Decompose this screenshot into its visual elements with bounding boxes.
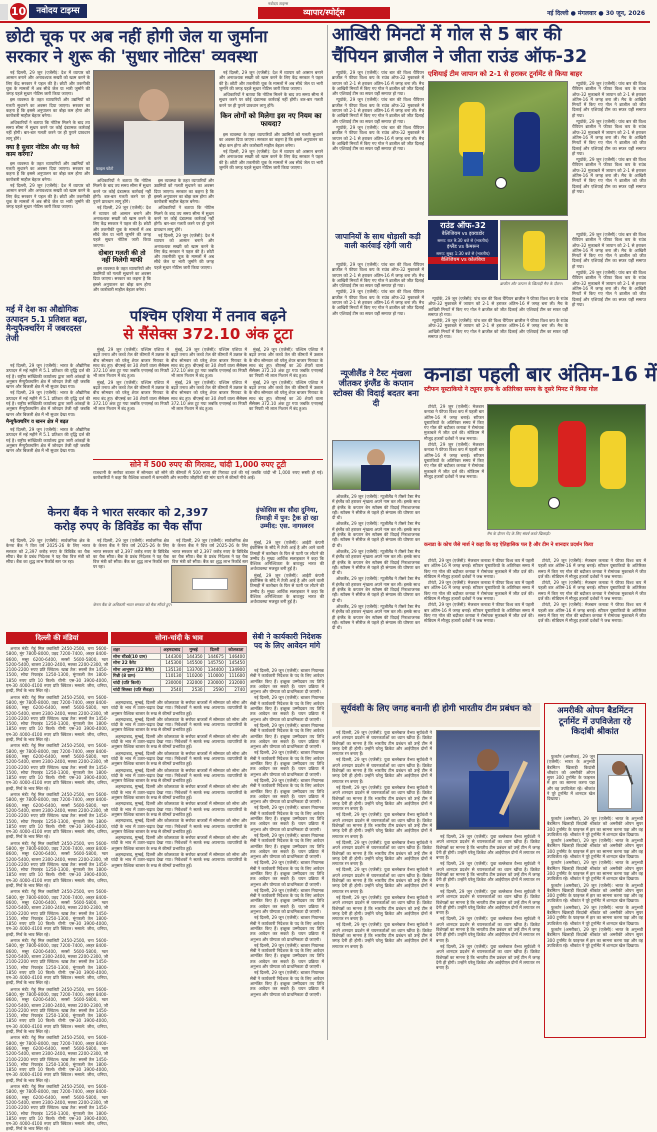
article-body (572, 232, 646, 358)
table-cell: 145750 (204, 660, 225, 667)
fixture-box (428, 220, 568, 358)
paragraph: नई दिल्ली, 29 जून (एजेंसी): सार्वजनिक क्षेत्र के केनरा बैंक ने वित्त वर्ष 2025-26 के लिए भारत सरकार को 2,397 करोड़ रुपए के डिविडेंड का चैक सौंपा। बैंक के प्रबंध निदेशक ने यह चैक वित्त मंत्री को सौंपा। बैंक का शुद्ध लाभ रिकॉर्ड स्तर पर रहा। (6, 538, 90, 565)
paragraph: नई दिल्ली, 29 जून (एजेंसी): सार्वजनिक क्षेत्र के केनरा बैंक ने वित्त वर्ष 2025-26 के लिए भारत सरकार को 2,397 करोड़ रुपए के डिविडेंड का चैक सौंपा। बैंक के प्रबंध निदेशक ने यह चैक वित्त मंत्री को सौंपा। बैंक का शुद्ध लाभ रिकॉर्ड स्तर (172, 538, 248, 565)
paragraph: नई दिल्ली, 29 जून (एजेंसी): देश में व्यापार को आसान बनाने और अनावश्यक सख्ती को खत्म करने के लिए केंद्र सरकार ने पहल की है। छोटी और तकनीकी चूक के मामलों में अब सीधे जेल या भारी जुर्माने की जगह पहले सुधार नोटिस जारी किया जाएगा। (219, 148, 323, 170)
table-cell: 230000 (204, 679, 225, 686)
table-row (112, 660, 247, 667)
table-cell: गिन्नी (8 ग्राम) (112, 673, 161, 680)
table-header-row (112, 647, 247, 654)
player-yellow-icon (523, 231, 545, 271)
paragraph: नई दिल्ली, 29 जून (एजेंसी): देश में व्यापार को आसान बनाने और अनावश्यक सख्ती को खत्म करने के लिए केंद्र सरकार ने पहल की है। छोटी और तकनीकी चूक के मामलों में अब सीधे जेल या भारी जुर्माने की जगह पहले सुधार नोटिस जारी किया जाएगा। (93, 205, 151, 248)
table-cell: 144300 (161, 653, 183, 660)
paragraph: नई दिल्ली, 29 जून (एजेंसी): युवा बल्लेबाज वैभव सूर्यवंशी ने अपने शानदार प्रदर्शन से चयनकर्ताओं का ध्यान खींचा है। क्रिकेट विशेषज्ञों का मानना है कि भारतीय टीम प्रबंधन को उन्हें टीम में जगह देनी ही होगी। उन्होंने घरेलू क्रिकेट और आईपीएल दोनों में लगातार रन बनाए हैं। (332, 894, 432, 922)
section-label: व्यापार/स्पोर्ट्स (258, 7, 390, 19)
paragraph: नई दिल्ली, 29 जून (एजेंसी): बाजार नियामक सेबी ने कार्यकारी निदेशक के पद के लिए आवेदन आमंत्रित किए हैं। इच्छुक उम्मीदवार तय तिथि तक आवेदन कर सकते हैं। चयन प्रक्रिया में अनुभव और योग्यता को प्राथमिकता दी जाएगी। (250, 915, 324, 942)
headline: छोटी चूक पर अब नहीं होगी जेल या जुर्माना (6, 27, 268, 46)
table-cell: 110200 (183, 673, 204, 680)
canada-match-photo (487, 404, 646, 530)
table-header-cell: मुम्बई (183, 647, 204, 654)
table-header-cell: अहमदाबाद (161, 647, 183, 654)
table-row (112, 673, 247, 680)
paragraph: नई दिल्ली, 29 जून (एजेंसी): युवा बल्लेबाज वैभव सूर्यवंशी ने अपने शानदार प्रदर्शन से चयनकर्ताओं का ध्यान खींचा है। क्रिकेट विशेषज्ञों का मानना है कि भारतीय टीम प्रबंधन को उन्हें टीम में जगह देनी ही होगी। उन्होंने घरेलू क्रिकेट और आईपीएल दोनों में लगातार रन बनाए हैं। (436, 888, 540, 916)
article-body (6, 538, 90, 598)
paragraph: नई दिल्ली, 29 जून (एजेंसी): युवा बल्लेबाज वैभव सूर्यवंशी ने अपने शानदार प्रदर्शन से चयनकर्ताओं का ध्यान खींचा है। क्रिकेट विशेषज्ञों का मानना है कि भारतीय टीम प्रबंधन को उन्हें टीम में जगह देनी ही होगी। उन्होंने घरेलू क्रिकेट और आईपीएल दोनों में लगातार रन बनाए हैं। (332, 784, 432, 812)
srikanth-photo (597, 754, 643, 812)
article-body (436, 834, 540, 1038)
headline: सूर्यवंशी के लिए जगह बनानी ही होगी भारतीय टीम प्रबंधन को (340, 704, 532, 714)
article-infosys (250, 506, 324, 530)
paragraph: न्यूयॉर्क, 29 जून (एजेंसी): पांच बार की विश्व चैंपियन ब्राजील ने फीफा विश्व कप के राउंड ऑफ-32 मुकाबले में जापान को 2-1 से हराकर अंतिम-16 में जगह बना ली। मैच के आखिरी मिनटों में किए गए गोल ने ब्राजील को जीत दिलाई और एशियाई टीम का सफर यहीं समाप्त हो गया। (332, 289, 424, 316)
paragraph: अहमदाबाद, मुम्बई, दिल्ली और कोलकाता के सर्राफा बाजारों में सोमवार को सोना और चांदी के भाव में उतार-चढ़ाव देखा गया। निवेशकों ने सतर्क रुख अपनाया। व्यापारियों के अनुसार वैश्विक बाजार के रुख से कीमतें प्रभावित हुईं। (111, 700, 247, 716)
article-body (332, 730, 432, 1038)
paragraph: न्यूयॉर्क, 29 जून (एजेंसी): पांच बार की विश्व चैंपियन ब्राजील ने फीफा विश्व कप के राउंड ऑफ-32 मुकाबले में जापान को 2-1 से हराकर अंतिम-16 में जगह बना ली। मैच के आखिरी मिनटों में किए गए गोल ने ब्राजील को जीत दिलाई और एशियाई टीम का सफर यहीं समाप्त हो गया। (332, 97, 424, 124)
small-logo: नवोदय टाइम्स (268, 1, 289, 6)
paragraph: इस व्यवस्था के तहत व्यापारियों और उद्यमियों को गलती सुधारने का अवसर दिया जाएगा। सरकार का कहना है कि इससे अनुपालन का बोझ कम होगा और कारोबारी माहौल बेहतर बनेगा। (154, 178, 214, 205)
paragraph: मुंबई, 29 जून (एजेंसी): पश्चिम एशिया में बढ़ते तनाव और कच्चे तेल की कीमतों में उछाल के बीच सोमवार को घरेलू शेयर बाजार गिरावट के साथ बंद हुए। बीएसई का 30 शेयरों वाला सैंसेक्स 372.10 अंक टूट गया जबकि एनएसई का निफ्टी भी लाल निशान में बंद हुआ। (249, 347, 323, 379)
player-yellow-icon (459, 102, 485, 158)
paragraph: ऑकलैंड, 29 जून (एजेंसी): न्यूजीलैंड ने तीसरे टैस्ट मैच में इंग्लैंड को हराकर शृंखला अपने नाम कर ली। इसके साथ ही इंग्लैंड के कप्तान बेन स्टोक्स की विदाई निराशाजनक रही। स्टोक्स ने सीरीज से पहले ही संन्यास की घोषणा कर दी थी। (332, 576, 420, 603)
paragraph: नई दिल्ली, 29 जून (एजेंसी): देश में व्यापार को आसान बनाने और अनावश्यक सख्ती को खत्म करने के लिए केंद्र सरकार ने पहल की है। छोटी और तकनीकी चूक के मामलों में अब सीधे जेल या भारी जुर्माने की जगह पहले सुधार नोटिस जारी किया जाएगा। (154, 232, 214, 270)
headline-line2: चैंपियन ब्राजील ने जीता राउंड ऑफ-32 (332, 47, 588, 67)
article-body (424, 404, 484, 534)
paragraph: मुंबई, 29 जून (एजेंसी): पश्चिम एशिया में बढ़ते तनाव और कच्चे तेल की कीमतों में उछाल के बीच सोमवार को घरेलू शेयर बाजार गिरावट के साथ बंद हुए। बीएसई का 30 शेयरों वाला सैंसेक्स 372.10 अंक टूट गया जबकि एनएसई का निफ्टी भी लाल निशान में बंद हुआ। (93, 347, 169, 379)
article-body (250, 540, 324, 630)
table-cell: सोना 22 कैरेट (112, 660, 161, 667)
paragraph: नई दिल्ली, 29 जून (एजेंसी): देश में व्यापार को आसान बनाने और अनावश्यक सख्ती को खत्म करने के लिए केंद्र सरकार ने पहल की है। छोटी और तकनीकी चूक के मामलों में अब सीधे जेल या भारी जुर्माने की जगह पहले सुधार नोटिस जारी किया जाएगा। (219, 70, 323, 91)
paragraph: न्यूयॉर्क, 29 जून (एजेंसी): पांच बार की विश्व चैंपियन ब्राजील ने फीफा विश्व कप के राउंड ऑफ-32 मुकाबले में जापान को 2-1 से हराकर अंतिम-16 में जगह बना ली। मैच के आखिरी मिनटों में किए गए गोल ने ब्राजील को जीत दिलाई और एशियाई टीम का सफर यहीं समाप्त हो गया। (332, 262, 424, 289)
paragraph: अनाज मंडी: गेहूं मिल क्वालिटी 2450-2500, चना 5600-5800, मूंग 7800-8000, उड़द 7200-7400, अरहर 8400-8600, मसूर 6200-6400, सरसों 5600-5800, ग्वार 5200-5400, बाजरा 2300-2400, मक्का 2200-2300, जौ 2100-2200 रुपए प्रति क्विंटल। खाद्य तेल: सरसों तेल 1450-1500, सोया रिफाइंड 1250-1300, मूंगफली तेल 1800-1850 रुपए प्रति 10 किलो। चीनी: एस-30 3900-4000, एम-30 4000-4100 रुपए प्रति क्विंटल। मसाले: जीरा, धनिया, हल्दी, मिर्च के भाव स्थिर रहे। (6, 840, 108, 889)
paragraph: नई दिल्ली, 29 जून (एजेंसी): बाजार नियामक सेबी ने कार्यकारी निदेशक के पद के लिए आवेदन आमंत्रित किए हैं। इच्छुक उम्मीदवार तय तिथि तक आवेदन कर सकते हैं। चयन प्रक्रिया में अनुभव और योग्यता को प्राथमिकता दी जाएगी। (250, 777, 324, 805)
article-body-col1 (6, 70, 90, 302)
player-blue-icon (514, 112, 540, 172)
article-body (250, 668, 324, 1038)
paragraph: नई दिल्ली, 29 जून (एजेंसी): युवा बल्लेबाज वैभव सूर्यवंशी ने अपने शानदार प्रदर्शन से चयनकर्ताओं का ध्यान खींचा है। क्रिकेट विशेषज्ञों का मानना है कि भारतीय टीम प्रबंधन को उन्हें टीम में जगह देनी ही होगी। उन्होंने घरेलू क्रिकेट और आईपीएल दोनों में लगातार रन बनाए हैं। (332, 730, 432, 757)
paragraph: मुंबई, 29 जून (एजेंसी): पश्चिम एशिया में बढ़ते तनाव और कच्चे तेल की कीमतों में उछाल के बीच सोमवार को घरेलू शेयर बाजार गिरावट के साथ बंद हुए। बीएसई का 30 शेयरों वाला सैंसेक्स 372.10 अंक टूट गया जबकि एनएसई का निफ्टी भी लाल निशान में बंद हुआ। (249, 379, 323, 412)
paragraph: फुलर्टन (अमरीका), 29 जून (एजेंसी): भारत के अनुभवी बैडमिंटन खिलाड़ी किदांबी श्रीकांत को अमरीकी ओपन सुपर 300 टूर्नामेंट के फाइनल में हार का सामना करना पड़ा और वह उपविजेता रहे। श्रीकांत ने पूरे टूर्नामेंट में शानदार खेल दिखाया। (547, 926, 643, 948)
paragraph: नई दिल्ली, 29 जून (एजेंसी): युवा बल्लेबाज वैभव सूर्यवंशी ने अपने शानदार प्रदर्शन से चयनकर्ताओं का ध्यान खींचा है। क्रिकेट विशेषज्ञों का मानना है कि भारतीय टीम प्रबंधन को उन्हें टीम में जगह देनी ही होगी। उन्होंने घरेलू क्रिकेट और आईपीएल दोनों में लगातार रन बनाए हैं। (436, 834, 540, 861)
paragraph: फुलर्टन (अमरीका), 29 जून (एजेंसी): भारत के अनुभवी बैडमिंटन खिलाड़ी किदांबी श्रीकांत को अमरीकी ओपन सुपर 300 टूर्नामेंट के फाइनल में हार का सामना करना पड़ा और वह उपविजेता रहे। श्रीकांत ने पूरे टूर्नामेंट में शानदार खेल दिखाया। (547, 882, 643, 904)
article-body (428, 296, 568, 358)
celebration-photo (500, 220, 568, 280)
cheque-handover-photo (171, 565, 247, 603)
paragraph: राजधानी के सर्राफा बाजार में सोमवार को सोने की कीमतों में 500 रुपए की गिरावट दर्ज की गई जबकि चांदी भी 1,000 रुपए सस्ती हो गई। कारोबारियों ने कहा कि वैश्विक बाजारों में कमजोरी और स्थानीय जौहरियों की मांग घटने से कीमतें नीचे आईं। (93, 470, 323, 481)
gold-title: सोना-चांदी के भाव (111, 632, 247, 644)
headline: न्यूजीलैंड ने टैस्ट शृंखला जीतकर इंग्लैंड के कप्तान स्टोक्स की विदाई बदतर बना दी (333, 368, 419, 408)
headline-line2: करोड़ रुपए के डिविडेंड का चैक सौंपा (54, 520, 202, 533)
paragraph: नई दिल्ली, 29 जून (एजेंसी): भारत के औद्योगिक उत्पादन में मई महीने में 5.1 प्रतिशत की वृद्धि दर्ज की गई है। राष्ट्रीय सांख्यिकी कार्यालय द्वारा जारी आंकड़ों के अनुसार मैन्युफैक्चरिंग क्षेत्र में जोरदार तेजी रही जबकि खनन और बिजली क्षेत्र में भी सुधार देखा गया। (6, 363, 90, 390)
mandi-title: दिल्ली की मंडियां (6, 632, 108, 644)
paragraph: फुलर्टन (अमरीका), 29 जून (एजेंसी): भारत के अनुभवी बैडमिंटन खिलाड़ी किदांबी श्रीकांत को अमरीकी ओपन सुपर 300 टूर्नामेंट के फाइनल में हार का सामना करना पड़ा और वह उपविजेता रहे। श्रीकांत ने पूरे टूर्नामेंट में शानदार खेल दिखाया। (547, 816, 643, 837)
cheque-icon (192, 578, 228, 590)
subheading: जापानियों के साथ थोड़ासी कड़ी वाली कार्रवाई रहेगी जारी (335, 232, 421, 250)
paragraph: नई दिल्ली, 29 जून (एजेंसी): बाजार नियामक सेबी ने कार्यकारी निदेशक के पद के लिए आवेदन आमंत्रित किए हैं। इच्छुक उम्मीदवार तय तिथि तक आवेदन कर सकते हैं। चयन प्रक्रिया में अनुभव और योग्यता को प्राथमिकता दी जाएगी। (250, 668, 324, 695)
subhead: एशियाई टीम जापान को 2-1 से हराकर टूर्नामेंट से किया बाहर (428, 70, 583, 78)
article-nz-test (332, 368, 420, 408)
player-head-icon (477, 749, 499, 771)
stokes-photo (332, 440, 420, 490)
paragraph: टोरंटो, 29 जून (एजेंसी): मेजबान कनाडा ने फीफा विश्व कप में पहली बार अंतिम-16 में जगह बनाई। स्टीफन यूस्टाकियो के अतिरिक्त समय में किए गए गोल की बदौलत कनाडा ने रोमांचक मुकाबले में जीत दर्ज की। स्टेडियम में मौजूद हजारों दर्शकों ने जश्न मनाया। (424, 442, 484, 479)
paragraph: नई दिल्ली, 29 जून (एजेंसी): सार्वजनिक क्षेत्र के केनरा बैंक ने वित्त वर्ष 2025-26 के लिए भारत सरकार को 2,397 करोड़ रुपए के डिविडेंड का चैक सौंपा। बैंक के प्रबंध निदेशक ने यह चैक वित्त मंत्री को सौंपा। बैंक का शुद्ध लाभ रिकॉर्ड स्तर पर रहा। (93, 538, 169, 570)
paragraph: नई दिल्ली, 29 जून (एजेंसी): बाजार नियामक सेबी ने कार्यकारी निदेशक के पद के लिए आवेदन आमंत्रित किए हैं। इच्छुक उम्मीदवार तय तिथि तक आवेदन कर सकते हैं। चयन प्रक्रिया में अनुभव और योग्यता को प्राथमिकता दी जाएगी। (250, 805, 324, 832)
masthead-logo: नवोदय टाइम्स (29, 4, 87, 18)
paragraph: न्यूयॉर्क, 29 जून (एजेंसी): पांच बार की विश्व चैंपियन ब्राजील ने फीफा विश्व कप के राउंड ऑफ-32 मुकाबले में जापान को 2-1 से हराकर अंतिम-16 में जगह बना ली। मैच के आखिरी मिनटों में किए गए गोल ने ब्राजील को जीत दिलाई और एशियाई टीम का सफर यहीं समाप्त हो गया। (572, 157, 646, 194)
paragraph: न्यूयॉर्क, 29 जून (एजेंसी): पांच बार की विश्व चैंपियन ब्राजील ने फीफा विश्व कप के राउंड ऑफ-32 मुकाबले में जापान को 2-1 से हराकर अंतिम-16 में जगह बना ली। मैच के आखिरी मिनटों में किए गए गोल ने ब्राजील को जीत दिलाई और एशियाई टीम का सफर यहीं समाप्त हो गया। (572, 232, 646, 269)
paragraph: इस व्यवस्था के तहत व्यापारियों और उद्यमियों को गलती सुधारने का अवसर दिया जाएगा। सरकार का कहना है कि इससे अनुपालन का बोझ कम होगा और कारोबारी माहौल बेहतर बनेगा। (93, 265, 151, 293)
paragraph: अहमदाबाद, मुम्बई, दिल्ली और कोलकाता के सर्राफा बाजारों में सोमवार को सोना और चांदी के भाव में उतार-चढ़ाव देखा गया। निवेशकों ने सतर्क रुख अपनाया। व्यापारियों के अनुसार वैश्विक बाजार के रुख से कीमतें प्रभावित हुईं। (111, 767, 247, 784)
paragraph: ऑकलैंड, 29 जून (एजेंसी): न्यूजीलैंड ने तीसरे टैस्ट मैच में इंग्लैंड को हराकर शृंखला अपने नाम कर ली। इसके साथ ही इंग्लैंड के कप्तान बेन स्टोक्स की विदाई निराशाजनक रही। स्टोक्स ने सीरीज से पहले ही संन्यास की घोषणा कर दी थी। (332, 521, 420, 548)
fixture-time: समय: सुबह 1:30 बजे से (भारतीय) (436, 251, 490, 256)
paragraph: नई दिल्ली, 29 जून (एजेंसी): बाजार नियामक सेबी ने कार्यकारी निदेशक के पद के लिए आवेदन आमंत्रित किए हैं। इच्छुक उम्मीदवार तय तिथि तक आवेदन कर सकते हैं। चयन प्रक्रिया में अनुभव और योग्यता को प्राथमिकता दी जाएगी। (250, 695, 324, 722)
player-shorts-icon (463, 152, 483, 176)
paragraph: मुंबई, 29 जून (एजेंसी): पश्चिम एशिया में बढ़ते तनाव और कच्चे तेल की कीमतों में उछाल के बीच सोमवार को घरेलू शेयर बाजार गिरावट के साथ बंद हुए। बीएसई का 30 शेयरों वाला सैंसेक्स 372.10 अंक टूट गया जबकि एनएसई का निफ्टी भी लाल निशान में बंद हुआ। (171, 347, 247, 379)
article-body (332, 262, 424, 358)
gold-price-table (111, 646, 247, 693)
paragraph: नई दिल्ली, 29 जून (एजेंसी): युवा बल्लेबाज वैभव सूर्यवंशी ने अपने शानदार प्रदर्शन से चयनकर्ताओं का ध्यान खींचा है। क्रिकेट विशेषज्ञों का मानना है कि भारतीय टीम प्रबंधन को उन्हें टीम में जगह देनी ही होगी। उन्होंने घरेलू क्रिकेट और आईपीएल दोनों में लगातार रन बनाए हैं। (436, 861, 540, 888)
table-cell: 145500 (183, 660, 204, 667)
gold-silver-box (93, 459, 323, 503)
suryavanshi-photo (436, 730, 540, 830)
photo-caption: ब्राजील और जापान के खिलाड़ी मैच के दौरान। (500, 281, 563, 286)
paragraph: अनाज मंडी: गेहूं मिल क्वालिटी 2450-2500, चना 5600-5800, मूंग 7800-8000, उड़द 7200-7400, अरहर 8400-8600, मसूर 6200-6400, सरसों 5600-5800, ग्वार 5200-5400, बाजरा 2300-2400, मक्का 2200-2300, जौ 2100-2200 रुपए प्रति क्विंटल। खाद्य तेल: सरसों तेल 1450-1500, सोया रिफाइंड 1250-1300, मूंगफली तेल 1800-1850 रुपए प्रति 10 किलो। चीनी: एस-30 3900-4000, एम-30 4000-4100 रुपए प्रति क्विंटल। मसाले: जीरा, धनिया, हल्दी, मिर्च के भाव स्थिर रहे। (6, 743, 108, 791)
table-cell: 134400 (204, 666, 225, 673)
headline: आखिरी मिनटों में गोल से 5 बार की (332, 25, 562, 45)
fixture-time: समय: रात 9:30 बजे से (भारतीय) (437, 238, 489, 243)
table-cell: 110000 (204, 673, 225, 680)
paragraph: नई दिल्ली, 29 जून (एजेंसी): युवा बल्लेबाज वैभव सूर्यवंशी ने अपने शानदार प्रदर्शन से चयनकर्ताओं का ध्यान खींचा है। क्रिकेट विशेषज्ञों का मानना है कि भारतीय टीम प्रबंधन को उन्हें टीम में जगह देनी ही होगी। उन्होंने घरेलू क्रिकेट और आईपीएल दोनों में लगातार रन बनाए हैं। (332, 757, 432, 784)
player-yellow-icon (600, 431, 626, 489)
paragraph: इस व्यवस्था के तहत व्यापारियों और उद्यमियों को गलती सुधारने का अवसर दिया जाएगा। सरकार का कहना है कि इससे अनुपालन का बोझ कम होगा और कारोबारी माहौल बेहतर बनेगा। (6, 97, 90, 119)
fixture-panel (428, 220, 498, 280)
paragraph: ऑकलैंड, 29 जून (एजेंसी): न्यूजीलैंड ने तीसरे टैस्ट मैच में इंग्लैंड को हराकर शृंखला अपने नाम कर ली। इसके साथ ही इंग्लैंड के कप्तान बेन स्टोक्स की विदाई निराशाजनक रही। स्टोक्स ने सीरीज से पहले ही संन्यास की घोषणा कर दी थी। (332, 548, 420, 576)
table-row (112, 679, 247, 686)
headline: मई में देश का औद्योगिक उत्पादन 5.1 प्रतिशत बढ़ा, मैन्युफैक्चरिंग में जबरदस्त तेजी (6, 304, 88, 343)
paragraph: नई दिल्ली, 29 जून (एजेंसी): भारत के औद्योगिक उत्पादन में मई महीने में 5.1 प्रतिशत की वृद्धि दर्ज की गई है। राष्ट्रीय सांख्यिकी कार्यालय द्वारा जारी आंकड़ों के अनुसार मैन्युफैक्चरिंग क्षेत्र में जोरदार तेजी रही जबकि खनन और बिजली क्षेत्र में भी सुधार देखा गया। (6, 426, 90, 454)
paragraph: अहमदाबाद, मुम्बई, दिल्ली और कोलकाता के सर्राफा बाजारों में सोमवार को सोना और चांदी के भाव में उतार-चढ़ाव देखा गया। निवेशकों ने सतर्क रुख अपनाया। व्यापारियों के अनुसार वैश्विक बाजार के रुख से कीमतें प्रभावित हुईं। (111, 835, 247, 851)
paragraph: न्यूयॉर्क, 29 जून (एजेंसी): पांच बार की विश्व चैंपियन ब्राजील ने फीफा विश्व कप के राउंड ऑफ-32 मुकाबले में जापान को 2-1 से हराकर अंतिम-16 में जगह बना ली। मैच के आखिरी मिनटों में किए गए गोल ने ब्राजील को जीत दिलाई और एशियाई टीम का सफर यहीं समाप्त हो गया। (332, 70, 424, 97)
headline: अमरीकी ओपन बैडमिंटन टूर्नामेंट में उपविजेता रहे किदांबी श्रीकांत (557, 706, 633, 737)
subheading: किन लोगों को मिलेगा इस नए नियम का फायदा? (220, 112, 322, 129)
paragraph: नई दिल्ली, 29 जून (एजेंसी): देश में व्यापार को आसान बनाने और अनावश्यक सख्ती को खत्म करने के लिए केंद्र सरकार ने पहल की है। छोटी और तकनीकी चूक के मामलों में अब सीधे जेल या भारी जुर्माने की जगह पहले सुधार नोटिस जारी किया जाएगा। (6, 70, 90, 97)
paragraph: नई दिल्ली, 29 जून (एजेंसी): युवा बल्लेबाज वैभव सूर्यवंशी ने अपने शानदार प्रदर्शन से चयनकर्ताओं का ध्यान खींचा है। क्रिकेट विशेषज्ञों का मानना है कि भारतीय टीम प्रबंधन को उन्हें टीम में जगह देनी ही होगी। उन्होंने घरेलू क्रिकेट और आईपीएल दोनों में लगातार रन बनाए हैं। (436, 916, 540, 943)
headline-line2: सरकार ने शुरू की 'सुधार नोटिस' व्यवस्था (6, 47, 258, 66)
article-industrial-output (6, 305, 90, 343)
paragraph: मुंबई, 29 जून (एजेंसी): आईटी कंपनी इंफोसिस के सौदे में तेजी आई है और आने वाली तिमाही में कारोबार के फिर से पटरी पर लौटने की उम्मीद है। मुख्य आर्थिक सलाहकार ने कहा कि वैश्विक अनिश्चितता के बावजूद भारत की अर्थव्यवस्था मजबूत बनी हुई है। (250, 540, 324, 572)
player-jersey-icon (361, 465, 391, 491)
paragraph: फुलर्टन (अमरीका), 29 जून (एजेंसी): भारत के अनुभवी बैडमिंटन खिलाड़ी किदांबी श्रीकांत को अमरीकी ओपन सुपर 300 टूर्नामेंट के फाइनल में हार का सामना करना पड़ा और वह उपविजेता रहे। श्रीकांत ने पूरे टूर्नामेंट में शानदार खेल दिखाया। (547, 838, 643, 860)
header-rule (0, 21, 650, 23)
table-cell: 145300 (161, 660, 183, 667)
table-header-cell: कोलकाता (225, 647, 246, 654)
article-canara-bank (6, 506, 250, 534)
paragraph: नई दिल्ली, 29 जून (एजेंसी): युवा बल्लेबाज वैभव सूर्यवंशी ने अपने शानदार प्रदर्शन से चयनकर्ताओं का ध्यान खींचा है। क्रिकेट विशेषज्ञों का मानना है कि भारतीय टीम प्रबंधन को उन्हें टीम में जगह देनी ही होगी। उन्होंने घरेलू क्रिकेट और आईपीएल दोनों में लगातार रन बनाए हैं। (332, 922, 432, 949)
paragraph: न्यूयॉर्क, 29 जून (एजेंसी): पांच बार की विश्व चैंपियन ब्राजील ने फीफा विश्व कप के राउंड ऑफ-32 मुकाबले में जापान को 2-1 से हराकर अंतिम-16 में जगह बना ली। मैच के आखिरी मिनटों में किए गए गोल ने ब्राजील को जीत दिलाई और एशियाई टीम का सफर यहीं समाप्त हो गया। (572, 81, 646, 118)
football-icon (548, 497, 560, 509)
paragraph: अहमदाबाद, मुम्बई, दिल्ली और कोलकाता के सर्राफा बाजारों में सोमवार को सोना और चांदी के भाव में उतार-चढ़ाव देखा गया। निवेशकों ने सतर्क रुख अपनाया। व्यापारियों के अनुसार वैश्विक बाजार के रुख से कीमतें प्रभावित हुईं। (111, 784, 247, 801)
paragraph: न्यूयॉर्क, 29 जून (एजेंसी): पांच बार की विश्व चैंपियन ब्राजील ने फीफा विश्व कप के राउंड ऑफ-32 मुकाबले में जापान को 2-1 से हराकर अंतिम-16 में जगह बना ली। मैच के आखिरी मिनटों में किए गए गोल ने ब्राजील को जीत दिलाई और एशियाई टीम का सफर यहीं समाप्त हो गया। (428, 318, 568, 340)
paragraph: टोरंटो, 29 जून (एजेंसी): मेजबान कनाडा ने फीफा विश्व कप में पहली बार अंतिम-16 में जगह बनाई। स्टीफन यूस्टाकियो के अतिरिक्त समय में किए गए गोल की बदौलत कनाडा ने रोमांचक मुकाबले में जीत दर्ज की। स्टेडियम में मौजूद हजारों दर्शकों ने जश्न मनाया। (424, 602, 534, 624)
paragraph: अधिकारियों ने बताया कि नोटिस मिलने के बाद तय समय सीमा में सुधार करने पर कोई दंडात्मक कार्रवाई नहीं होगी। बार-बार गलती करने पर ही पुराने प्रावधान लागू होंगे। (6, 119, 90, 141)
gold-notes (111, 700, 247, 1038)
paragraph: इस व्यवस्था के तहत व्यापारियों और उद्यमियों को गलती सुधारने का अवसर दिया जाएगा। सरकार का कहना है कि इससे अनुपालन का बोझ कम होगा और कारोबारी माहौल बेहतर बनेगा। (219, 132, 323, 148)
photo-caption: केनरा बैंक के अधिकारी भारत सरकार को चैक सौंपते हुए। (93, 602, 172, 607)
paragraph: नई दिल्ली, 29 जून (एजेंसी): बाजार नियामक सेबी ने कार्यकारी निदेशक के पद के लिए आवेदन आमंत्रित किए हैं। इच्छुक उम्मीदवार तय तिथि तक आवेदन कर सकते हैं। चयन प्रक्रिया में अनुभव और योग्यता को प्राथमिकता दी जाएगी। (250, 970, 324, 997)
officials-photo (93, 70, 215, 175)
paragraph: ऑकलैंड, 29 जून (एजेंसी): न्यूजीलैंड ने तीसरे टैस्ट मैच में इंग्लैंड को हराकर शृंखला अपने नाम कर ली। इसके साथ ही इंग्लैंड के कप्तान बेन स्टोक्स की विदाई निराशाजनक रही। स्टोक्स ने सीरीज से पहले ही संन्यास की घोषणा कर दी थी। (332, 494, 420, 521)
paragraph: अनाज मंडी: गेहूं मिल क्वालिटी 2450-2500, चना 5600-5800, मूंग 7800-8000, उड़द 7200-7400, अरहर 8400-8600, मसूर 6200-6400, सरसों 5600-5800, ग्वार 5200-5400, बाजरा 2300-2400, मक्का 2200-2300, जौ 2100-2200 रुपए प्रति क्विंटल। खाद्य तेल: सरसों तेल 1450-1500, सोया रिफाइंड 1250-1300, मूंगफली तेल 1800-1850 रुपए प्रति 10 किलो। चीनी: एस-30 3900-4000, एम-30 4000-4100 रुपए प्रति क्विंटल। मसाले: जीरा, धनिया, हल्दी, मिर्च के भाव स्थिर रहे। (6, 1035, 108, 1083)
table-cell: 2590 (204, 686, 225, 693)
article-body (93, 538, 169, 598)
paragraph: न्यूयॉर्क, 29 जून (एजेंसी): पांच बार की विश्व चैंपियन ब्राजील ने फीफा विश्व कप के राउंड ऑफ-32 मुकाबले में जापान को 2-1 से हराकर अंतिम-16 में जगह बना ली। मैच के आखिरी मिनटों में किए गए गोल ने ब्राजील को जीत दिलाई और एशियाई टीम का सफर यहीं समाप्त हो गया। (572, 270, 646, 307)
paragraph: टोरंटो, 29 जून (एजेंसी): मेजबान कनाडा ने फीफा विश्व कप में पहली बार अंतिम-16 में जगह बनाई। स्टीफन यूस्टाकियो के अतिरिक्त समय में किए गए गोल की बदौलत कनाडा ने रोमांचक मुकाबले में जीत दर्ज की। स्टेडियम में मौजूद हजारों दर्शकों ने जश्न मनाया। (424, 404, 484, 441)
player-red-icon (558, 421, 586, 487)
paragraph: नई दिल्ली, 29 जून (एजेंसी): बाजार नियामक सेबी ने कार्यकारी निदेशक के पद के लिए आवेदन आमंत्रित किए हैं। इच्छुक उम्मीदवार तय तिथि तक आवेदन कर सकते हैं। चयन प्रक्रिया में अनुभव और योग्यता को प्राथमिकता दी जाएगी। (250, 860, 324, 887)
article-body (332, 494, 420, 700)
paragraph: नई दिल्ली, 29 जून (एजेंसी): युवा बल्लेबाज वैभव सूर्यवंशी ने अपने शानदार प्रदर्शन से चयनकर्ताओं का ध्यान खींचा है। क्रिकेट विशेषज्ञों का मानना है कि भारतीय टीम प्रबंधन को उन्हें टीम में जगह देनी ही होगी। उन्होंने घरेलू क्रिकेट और आईपीएल दोनों में लगातार रन बनाए हैं। (436, 943, 540, 971)
page-number: 10 (10, 5, 27, 18)
paragraph: अनाज मंडी: गेहूं मिल क्वालिटी 2450-2500, चना 5600-5800, मूंग 7800-8000, उड़द 7200-7400, अरहर 8400-8600, मसूर 6200-6400, सरसों 5600-5800, ग्वार 5200-5400, बाजरा 2300-2400, मक्का 2200-2300, जौ 2100-2200 रुपए प्रति क्विंटल। खाद्य तेल: सरसों तेल 1450-1500, सोया रिफाइंड 1250-1300, मूंगफली तेल 1800-1850 रुपए प्रति 10 किलो। चीनी: एस-30 3900-4000, एम-30 4000-4100 रुपए प्रति क्विंटल। मसाले: जीरा, धनिया, हल्दी, मिर्च के भाव स्थिर रहे। (6, 889, 108, 937)
paragraph: अहमदाबाद, मुम्बई, दिल्ली और कोलकाता के सर्राफा बाजारों में सोमवार को सोना और चांदी के भाव में उतार-चढ़ाव देखा गया। निवेशकों ने सतर्क रुख अपनाया। व्यापारियों के अनुसार वैश्विक बाजार के रुख से कीमतें प्रभावित हुईं। (111, 801, 247, 817)
person-head-icon (139, 89, 169, 121)
paragraph: अहमदाबाद, मुम्बई, दिल्ली और कोलकाता के सर्राफा बाजारों में सोमवार को सोना और चांदी के भाव में उतार-चढ़ाव देखा गया। निवेशकों ने सतर्क रुख अपनाया। व्यापारियों के अनुसार वैश्विक बाजार के रुख से कीमतें प्रभावित हुईं। (111, 818, 247, 834)
article-srikanth (544, 703, 646, 1038)
table-cell: 2540 (161, 686, 183, 693)
table-cell: 2530 (183, 686, 204, 693)
brazil-match-photo (428, 81, 568, 216)
table-cell: 230000 (161, 679, 183, 686)
football-icon (495, 177, 507, 189)
subheading: दोबारा गलती की तो नहीं मिलेगी माफी (98, 248, 146, 264)
color-strip (0, 4, 8, 20)
paragraph: अनाज मंडी: गेहूं मिल क्वालिटी 2450-2500, चना 5600-5800, मूंग 7800-8000, उड़द 7200-7400, अरहर 8400-8600, मसूर 6200-6400, सरसों 5600-5800, ग्वार 5200-5400, बाजरा 2300-2400, मक्का 2200-2300, जौ 2100-2200 रुपए प्रति क्विंटल। खाद्य तेल: सरसों तेल 1450-1500, सोया रिफाइंड 1250-1300, मूंगफली तेल 1800-1850 रुपए प्रति 10 किलो। चीनी: एस-30 3900-4000, एम-30 4000-4100 रुपए प्रति क्विंटल। मसाले: जीरा, धनिया, हल्दी, मिर्च के भाव स्थिर रहे। (6, 646, 108, 694)
article-brazil (332, 24, 646, 68)
table-cell: 232000 (225, 679, 246, 686)
article-canada (424, 362, 657, 394)
subheading: सोने में 500 रुपए की गिरावट, चांदी 1,000 रुपए टूटी (129, 460, 287, 469)
paragraph: टोरंटो, 29 जून (एजेंसी): मेजबान कनाडा ने फीफा विश्व कप में पहली बार अंतिम-16 में जगह बनाई। स्टीफन यूस्टाकियो के अतिरिक्त समय में किए गए गोल की बदौलत कनाडा ने रोमांचक मुकाबले में जीत दर्ज की। स्टेडियम में मौजूद हजारों दर्शकों ने जश्न मनाया। (538, 558, 646, 579)
article-body (171, 347, 247, 457)
player-jersey-icon (608, 775, 632, 809)
paragraph: अधिकारियों ने बताया कि नोटिस मिलने के बाद तय समय सीमा में सुधार करने पर कोई दंडात्मक कार्रवाई नहीं होगी। बार-बार गलती करने पर ही पुराने प्रावधान लागू होंगे। (219, 92, 323, 108)
paragraph: नई दिल्ली, 29 जून (एजेंसी): बाजार नियामक सेबी ने कार्यकारी निदेशक के पद के लिए आवेदन आमंत्रित किए हैं। इच्छुक उम्मीदवार तय तिथि तक आवेदन कर सकते हैं। चयन प्रक्रिया में अनुभव और योग्यता को प्राथमिकता दी जाएगी। (250, 942, 324, 970)
paragraph: टोरंटो, 29 जून (एजेंसी): मेजबान कनाडा ने फीफा विश्व कप में पहली बार अंतिम-16 में जगह बनाई। स्टीफन यूस्टाकियो के अतिरिक्त समय में किए गए गोल की बदौलत कनाडा ने रोमांचक मुकाबले में जीत दर्ज की। स्टेडियम में मौजूद हजारों दर्शकों ने जश्न मनाया। (538, 602, 646, 624)
paragraph: अनाज मंडी: गेहूं मिल क्वालिटी 2450-2500, चना 5600-5800, मूंग 7800-8000, उड़द 7200-7400, अरहर 8400-8600, मसूर 6200-6400, सरसों 5600-5800, ग्वार 5200-5400, बाजरा 2300-2400, मक्का 2200-2300, जौ 2100-2200 रुपए प्रति क्विंटल। खाद्य तेल: सरसों तेल 1450-1500, सोया रिफाइंड 1250-1300, मूंगफली तेल 1800-1850 रुपए प्रति 10 किलो। चीनी: एस-30 3900-4000, एम-30 4000-4100 रुपए प्रति क्विंटल। मसाले: जीरा, धनिया, हल्दी, मिर्च के भाव स्थिर रहे। (6, 1084, 108, 1132)
fixture-line: बैलिजियम vs कोलंबिया (428, 257, 498, 264)
article-body (538, 558, 646, 700)
player-head-icon (612, 761, 626, 775)
paragraph: न्यूयॉर्क, 29 जून (एजेंसी): पांच बार की विश्व चैंपियन ब्राजील ने फीफा विश्व कप के राउंड ऑफ-32 मुकाबले में जापान को 2-1 से हराकर अंतिम-16 में जगह बना ली। मैच के आखिरी मिनटों में किए गए गोल ने ब्राजील को जीत दिलाई और एशियाई टीम का सफर यहीं समाप्त हो गया। (428, 296, 568, 317)
subheading: मैन्युफैक्चरिंग व खनन क्षेत्र में बढ़त (6, 418, 69, 425)
mandi-body (6, 646, 108, 1132)
subheading: कनाडा के कोच जैसे मार्श ने कहा कि यह ऐतिहासिक पल है और टीम ने शानदार प्रदर्शन किया (424, 542, 594, 548)
table-cell: 144350 (183, 653, 204, 660)
paragraph: अनाज मंडी: गेहूं मिल क्वालिटी 2450-2500, चना 5600-5800, मूंग 7800-8000, उड़द 7200-7400, अरहर 8400-8600, मसूर 6200-6400, सरसों 5600-5800, ग्वार 5200-5400, बाजरा 2300-2400, मक्का 2200-2300, जौ 2100-2200 रुपए प्रति क्विंटल। खाद्य तेल: सरसों तेल 1450-1500, सोया रिफाइंड 1250-1300, मूंगफली तेल 1800-1850 रुपए प्रति 10 किलो। चीनी: एस-30 3900-4000, एम-30 4000-4100 रुपए प्रति क्विंटल। मसाले: जीरा, धनिया, हल्दी, मिर्च के भाव स्थिर रहे। (6, 694, 108, 743)
paragraph: नई दिल्ली, 29 जून (एजेंसी): युवा बल्लेबाज वैभव सूर्यवंशी ने अपने शानदार प्रदर्शन से चयनकर्ताओं का ध्यान खींचा है। क्रिकेट विशेषज्ञों का मानना है कि भारतीय टीम प्रबंधन को उन्हें टीम में जगह देनी ही होगी। उन्होंने घरेलू क्रिकेट और आईपीएल दोनों में लगातार रन बनाए हैं। (332, 812, 432, 839)
paragraph: अनाज मंडी: गेहूं मिल क्वालिटी 2450-2500, चना 5600-5800, मूंग 7800-8000, उड़द 7200-7400, अरहर 8400-8600, मसूर 6200-6400, सरसों 5600-5800, ग्वार 5200-5400, बाजरा 2300-2400, मक्का 2200-2300, जौ 2100-2200 रुपए प्रति क्विंटल। खाद्य तेल: सरसों तेल 1450-1500, सोया रिफाइंड 1250-1300, मूंगफली तेल 1800-1850 रुपए प्रति 10 किलो। चीनी: एस-30 3900-4000, एम-30 4000-4100 रुपए प्रति क्विंटल। मसाले: जीरा, धनिया, हल्दी, मिर्च के भाव स्थिर रहे। (6, 938, 108, 986)
article-body (249, 347, 323, 457)
table-cell: चांदी सिक्का (प्रति सैंकड़ा) (112, 686, 161, 693)
table-row (112, 666, 247, 673)
paragraph: न्यूयॉर्क, 29 जून (एजेंसी): पांच बार की विश्व चैंपियन ब्राजील ने फीफा विश्व कप के राउंड ऑफ-32 मुकाबले में जापान को 2-1 से हराकर अंतिम-16 में जगह बना ली। मैच के आखिरी मिनटों में किए गए गोल ने ब्राजील को जीत दिलाई और एशियाई टीम का सफर यहीं समाप्त हो गया। (332, 124, 424, 152)
paragraph: अहमदाबाद, मुम्बई, दिल्ली और कोलकाता के सर्राफा बाजारों में सोमवार को सोना और चांदी के भाव में उतार-चढ़ाव देखा गया। निवेशकों ने सतर्क रुख अपनाया। व्यापारियों के अनुसार वैश्विक बाजार के रुख से कीमतें प्रभावित हुईं। (111, 733, 247, 750)
table-cell: 135130 (161, 666, 183, 673)
headline: इंफोसिस का सौदा दुनिया, तिमाही में पुन: ट्रैक हो रहा उम्मीद: एस. नागस्वरन (255, 506, 319, 530)
article-sensex (93, 307, 323, 343)
table-header-cell: दिल्ली (204, 647, 225, 654)
paragraph: नई दिल्ली, 29 जून (एजेंसी): देश में व्यापार को आसान बनाने और अनावश्यक सख्ती को खत्म करने के लिए केंद्र सरकार ने पहल की है। छोटी और तकनीकी चूक के मामलों में अब सीधे जेल या भारी जुर्माने की जगह पहले सुधार नोटिस जारी किया जाएगा। (6, 183, 90, 210)
headline: पश्चिम एशिया में तनाव बढ़ने (129, 307, 287, 325)
article-body (93, 347, 169, 457)
fixture-line: इंग्लैंड vs कैमरून (446, 244, 480, 250)
table-cell: 111600 (225, 673, 246, 680)
article-body-col3 (154, 178, 214, 302)
paragraph: टोरंटो, 29 जून (एजेंसी): मेजबान कनाडा ने फीफा विश्व कप में पहली बार अंतिम-16 में जगह बनाई। स्टीफन यूस्टाकियो के अतिरिक्त समय में किए गए गोल की बदौलत कनाडा ने रोमांचक मुकाबले में जीत दर्ज की। स्टेडियम में मौजूद हजारों दर्शकों ने जश्न मनाया। (424, 580, 534, 602)
table-cell: 146400 (225, 653, 246, 660)
paragraph: फुलर्टन (अमरीका), 29 जून (एजेंसी): भारत के अनुभवी बैडमिंटन खिलाड़ी किदांबी श्रीकांत को अमरीकी ओपन सुपर 300 टूर्नामेंट के फाइनल में हार का सामना करना पड़ा और वह उपविजेता रहे। श्रीकांत ने पूरे टूर्नामेंट में शानदार खेल दिखाया। (547, 860, 643, 882)
subheading: क्या है सुधार नोटिस और यह कैसे काम करेगा? (6, 143, 80, 158)
paragraph: मुंबई, 29 जून (एजेंसी): पश्चिम एशिया में बढ़ते तनाव और कच्चे तेल की कीमतों में उछाल के बीच सोमवार को घरेलू शेयर बाजार गिरावट के साथ बंद हुए। बीएसई का 30 शेयरों वाला सैंसेक्स 372.10 अंक टूट गया जबकि एनएसई का निफ्टी भी लाल निशान में बंद हुआ। (171, 379, 247, 412)
headline-line2: से सैंसेक्स 372.10 अंक टूटा (123, 325, 293, 343)
fixture-line: बैलिजियम vs इक्वाडोर (441, 231, 485, 237)
article-body (332, 70, 424, 230)
table-cell: 2740 (225, 686, 246, 693)
paragraph: टोरंटो, 29 जून (एजेंसी): मेजबान कनाडा ने फीफा विश्व कप में पहली बार अंतिम-16 में जगह बनाई। स्टीफन यूस्टाकियो के अतिरिक्त समय में किए गए गोल की बदौलत कनाडा ने रोमांचक मुकाबले में जीत दर्ज की। स्टेडियम में मौजूद हजारों दर्शकों ने जश्न मनाया। (424, 558, 534, 579)
player-jersey-icon (469, 771, 509, 827)
paragraph: न्यूयॉर्क, 29 जून (एजेंसी): पांच बार की विश्व चैंपियन ब्राजील ने फीफा विश्व कप के राउंड ऑफ-32 मुकाबले में जापान को 2-1 से हराकर अंतिम-16 में जगह बना ली। मैच के आखिरी मिनटों में किए गए गोल ने ब्राजील को जीत दिलाई और एशियाई टीम का सफर यहीं समाप्त हो गया। (572, 119, 646, 156)
page-header (0, 0, 650, 22)
paragraph: इस व्यवस्था के तहत व्यापारियों और उद्यमियों को गलती सुधारने का अवसर दिया जाएगा। सरकार का कहना है कि इससे अनुपालन का बोझ कम होगा और कारोबारी माहौल बेहतर बनेगा। (6, 160, 90, 182)
paragraph: फुलर्टन (अमरीका), 29 जून (एजेंसी): भारत के अनुभवी बैडमिंटन खिलाड़ी किदांबी श्रीकांत को अमरीकी ओपन सुपर 300 टूर्नामेंट के फाइनल में हार का सामना करना पड़ा और वह उपविजेता रहे। श्रीकांत ने पूरे टूर्नामेंट में शानदार खेल दिखाया। (547, 904, 643, 926)
article-body (424, 558, 534, 700)
table-cell: 145450 (225, 660, 246, 667)
paragraph: अधिकारियों ने बताया कि नोटिस मिलने के बाद तय समय सीमा में सुधार करने पर कोई दंडात्मक कार्रवाई नहीं होगी। बार-बार गलती करने पर ही पुराने प्रावधान लागू होंगे। (93, 178, 151, 205)
subheading-box (332, 232, 424, 250)
paragraph: नई दिल्ली, 29 जून (एजेंसी): बाजार नियामक सेबी ने कार्यकारी निदेशक के पद के लिए आवेदन आमंत्रित किए हैं। इच्छुक उम्मीदवार तय तिथि तक आवेदन कर सकते हैं। चयन प्रक्रिया में अनुभव और योग्यता को प्राथमिकता दी जाएगी। (250, 750, 324, 777)
table-row (112, 653, 247, 660)
paragraph: अहमदाबाद, मुम्बई, दिल्ली और कोलकाता के सर्राफा बाजारों में सोमवार को सोना और चांदी के भाव में उतार-चढ़ाव देखा गया। निवेशकों ने सतर्क रुख अपनाया। व्यापारियों के अनुसार वैश्विक बाजार के रुख से कीमतें प्रभावित हुईं। (111, 716, 247, 733)
table-cell: सोना आभूषण (22 कैरेट) (112, 666, 161, 673)
paragraph: अधिकारियों ने बताया कि नोटिस मिलने के बाद तय समय सीमा में सुधार करने पर कोई दंडात्मक कार्रवाई नहीं होगी। बार-बार गलती करने पर ही पुराने प्रावधान लागू होंगे। (154, 205, 214, 232)
table-cell: 134900 (225, 666, 246, 673)
paragraph: अहमदाबाद, मुम्बई, दिल्ली और कोलकाता के सर्राफा बाजारों में सोमवार को सोना और चांदी के भाव में उतार-चढ़ाव देखा गया। निवेशकों ने सतर्क रुख अपनाया। व्यापारियों के अनुसार वैश्विक बाजार के रुख से कीमतें प्रभावित हुईं। (111, 750, 247, 767)
article-suryavanshi (332, 703, 540, 727)
headline: सेबी ने कार्यकारी निदेशक पद के लिए आवेदन मांगे (252, 632, 322, 650)
article-body-col2 (93, 178, 151, 302)
table-cell: सोना स्टैंडर्ड(10 ग्राम) (112, 653, 161, 660)
article-body (547, 816, 643, 1034)
paragraph: नई दिल्ली, 29 जून (एजेंसी): बाजार नियामक सेबी ने कार्यकारी निदेशक के पद के लिए आवेदन आमंत्रित किए हैं। इच्छुक उम्मीदवार तय तिथि तक आवेदन कर सकते हैं। चयन प्रक्रिया में अनुभव और योग्यता को प्राथमिकता दी जाएगी। (250, 722, 324, 750)
paragraph: नई दिल्ली, 29 जून (एजेंसी): बाजार नियामक सेबी ने कार्यकारी निदेशक के पद के लिए आवेदन आमंत्रित किए हैं। इच्छुक उम्मीदवार तय तिथि तक आवेदन कर सकते हैं। चयन प्रक्रिया में अनुभव और योग्यता को प्राथमिकता दी जाएगी। (250, 887, 324, 915)
photo-caption: फाइल फोटो (96, 166, 114, 171)
paragraph: नई दिल्ली, 29 जून (एजेंसी): बाजार नियामक सेबी ने कार्यकारी निदेशक के पद के लिए आवेदन आमंत्रित किए हैं। इच्छुक उम्मीदवार तय तिथि तक आवेदन कर सकते हैं। चयन प्रक्रिया में अनुभव और योग्यता को प्राथमिकता दी जाएगी। (250, 832, 324, 860)
photo-caption: मैच के दौरान गेंद के लिए संघर्ष करते खिलाड़ी। (487, 531, 551, 536)
paragraph: मुंबई, 29 जून (एजेंसी): पश्चिम एशिया में बढ़ते तनाव और कच्चे तेल की कीमतों में उछाल के बीच सोमवार को घरेलू शेयर बाजार गिरावट के साथ बंद हुए। बीएसई का 30 शेयरों वाला सैंसेक्स 372.10 अंक टूट गया जबकि एनएसई का निफ्टी भी लाल निशान में बंद हुआ। (93, 379, 169, 412)
paragraph: टोरंटो, 29 जून (एजेंसी): मेजबान कनाडा ने फीफा विश्व कप में पहली बार अंतिम-16 में जगह बनाई। स्टीफन यूस्टाकियो के अतिरिक्त समय में किए गए गोल की बदौलत कनाडा ने रोमांचक मुकाबले में जीत दर्ज की। स्टेडियम में मौजूद हजारों दर्शकों ने जश्न मनाया। (538, 580, 646, 602)
table-cell: चांदी (प्रति किलो) (112, 679, 161, 686)
player-yellow-icon (510, 425, 538, 487)
article-body (572, 81, 646, 231)
article-body (547, 754, 595, 814)
column-divider (327, 25, 328, 1040)
table-header-cell: शहर (112, 647, 161, 654)
dateline: नई दिल्ली ● मंगलवार ● 30 जून, 2026 (547, 10, 645, 17)
table-cell: 110130 (161, 673, 183, 680)
paragraph: नई दिल्ली, 29 जून (एजेंसी): भारत के औद्योगिक उत्पादन में मई महीने में 5.1 प्रतिशत की वृद्धि दर्ज की गई है। राष्ट्रीय सांख्यिकी कार्यालय द्वारा जारी आंकड़ों के अनुसार मैन्युफैक्चरिंग क्षेत्र में जोरदार तेजी रही जबकि खनन और बिजली क्षेत्र में भी सुधार देखा गया। (6, 390, 90, 417)
paragraph: नई दिल्ली, 29 जून (एजेंसी): युवा बल्लेबाज वैभव सूर्यवंशी ने अपने शानदार प्रदर्शन से चयनकर्ताओं का ध्यान खींचा है। क्रिकेट विशेषज्ञों का मानना है कि भारतीय टीम प्रबंधन को उन्हें टीम में जगह देनी ही होगी। उन्होंने घरेलू क्रिकेट और आईपीएल दोनों में लगातार रन बनाए हैं। (332, 867, 432, 894)
paragraph: नई दिल्ली, 29 जून (एजेंसी): युवा बल्लेबाज वैभव सूर्यवंशी ने अपने शानदार प्रदर्शन से चयनकर्ताओं का ध्यान खींचा है। क्रिकेट विशेषज्ञों का मानना है कि भारतीय टीम प्रबंधन को उन्हें टीम में जगह देनी ही होगी। उन्होंने घरेलू क्रिकेट और आईपीएल दोनों में लगातार रन बनाए हैं। (332, 839, 432, 867)
person-shirt-icon (124, 121, 184, 176)
subhead: स्टीफन यूस्टाकियो ने ट्यूनर हाफ के अतिरिक्त समय के दूसरे मिनट में किया गोल (424, 386, 598, 393)
paragraph: अनाज मंडी: गेहूं मिल क्वालिटी 2450-2500, चना 5600-5800, मूंग 7800-8000, उड़द 7200-7400, अरहर 8400-8600, मसूर 6200-6400, सरसों 5600-5800, ग्वार 5200-5400, बाजरा 2300-2400, मक्का 2200-2300, जौ 2100-2200 रुपए प्रति क्विंटल। खाद्य तेल: सरसों तेल 1450-1500, सोया रिफाइंड 1250-1300, मूंगफली तेल 1800-1850 रुपए प्रति 10 किलो। चीनी: एस-30 3900-4000, एम-30 4000-4100 रुपए प्रति क्विंटल। मसाले: जीरा, धनिया, हल्दी, मिर्च के भाव स्थिर रहे। (6, 792, 108, 840)
article-body-col4 (219, 70, 323, 302)
fixture-title: राउंड ऑफ-32 (440, 221, 486, 230)
table-cell: 232000 (183, 679, 204, 686)
paragraph: ऑकलैंड, 29 जून (एजेंसी): न्यूजीलैंड ने तीसरे टैस्ट मैच में इंग्लैंड को हराकर शृंखला अपने नाम कर ली। इसके साथ ही इंग्लैंड के कप्तान बेन स्टोक्स की विदाई निराशाजनक रही। स्टोक्स ने सीरीज से पहले ही संन्यास की घोषणा कर दी थी। (332, 603, 420, 631)
table-cell: 133700 (183, 666, 204, 673)
article-sudhar-notice (6, 27, 324, 67)
headline: केनरा बैंक ने भारत सरकार को 2,397 (47, 506, 209, 519)
table-cell: 144675 (204, 653, 225, 660)
article-sebi (250, 632, 324, 650)
paragraph: अहमदाबाद, मुम्बई, दिल्ली और कोलकाता के सर्राफा बाजारों में सोमवार को सोना और चांदी के भाव में उतार-चढ़ाव देखा गया। निवेशकों ने सतर्क रुख अपनाया। व्यापारियों के अनुसार वैश्विक बाजार के रुख से कीमतें प्रभावित हुईं। (111, 852, 247, 868)
table-row (112, 686, 247, 693)
paragraph: अनाज मंडी: गेहूं मिल क्वालिटी 2450-2500, चना 5600-5800, मूंग 7800-8000, उड़द 7200-7400, अरहर 8400-8600, मसूर 6200-6400, सरसों 5600-5800, ग्वार 5200-5400, बाजरा 2300-2400, मक्का 2200-2300, जौ 2100-2200 रुपए प्रति क्विंटल। खाद्य तेल: सरसों तेल 1450-1500, सोया रिफाइंड 1250-1300, मूंगफली तेल 1800-1850 रुपए प्रति 10 किलो। चीनी: एस-30 3900-4000, एम-30 4000-4100 रुपए प्रति क्विंटल। मसाले: जीरा, धनिया, हल्दी, मिर्च के भाव स्थिर रहे। (6, 986, 108, 1035)
headline: कनाडा पहली बार अंतिम-16 में (424, 362, 657, 386)
paragraph: फुलर्टन (अमरीका), 29 जून (एजेंसी): भारत के अनुभवी बैडमिंटन खिलाड़ी किदांबी श्रीकांत को अमरीकी ओपन सुपर 300 टूर्नामेंट के फाइनल में हार का सामना करना पड़ा और वह उपविजेता रहे। श्रीकांत ने पूरे टूर्नामेंट में शानदार खेल दिखाया। (547, 754, 595, 802)
paragraph: मुंबई, 29 जून (एजेंसी): आईटी कंपनी इंफोसिस के सौदे में तेजी आई है और आने वाली तिमाही में कारोबार के फिर से पटरी पर लौटने की उम्मीद है। मुख्य आर्थिक सलाहकार ने कहा कि वैश्विक अनिश्चितता के बावजूद भारत की अर्थव्यवस्था मजबूत बनी हुई है। (250, 572, 324, 605)
article-body (6, 363, 90, 499)
